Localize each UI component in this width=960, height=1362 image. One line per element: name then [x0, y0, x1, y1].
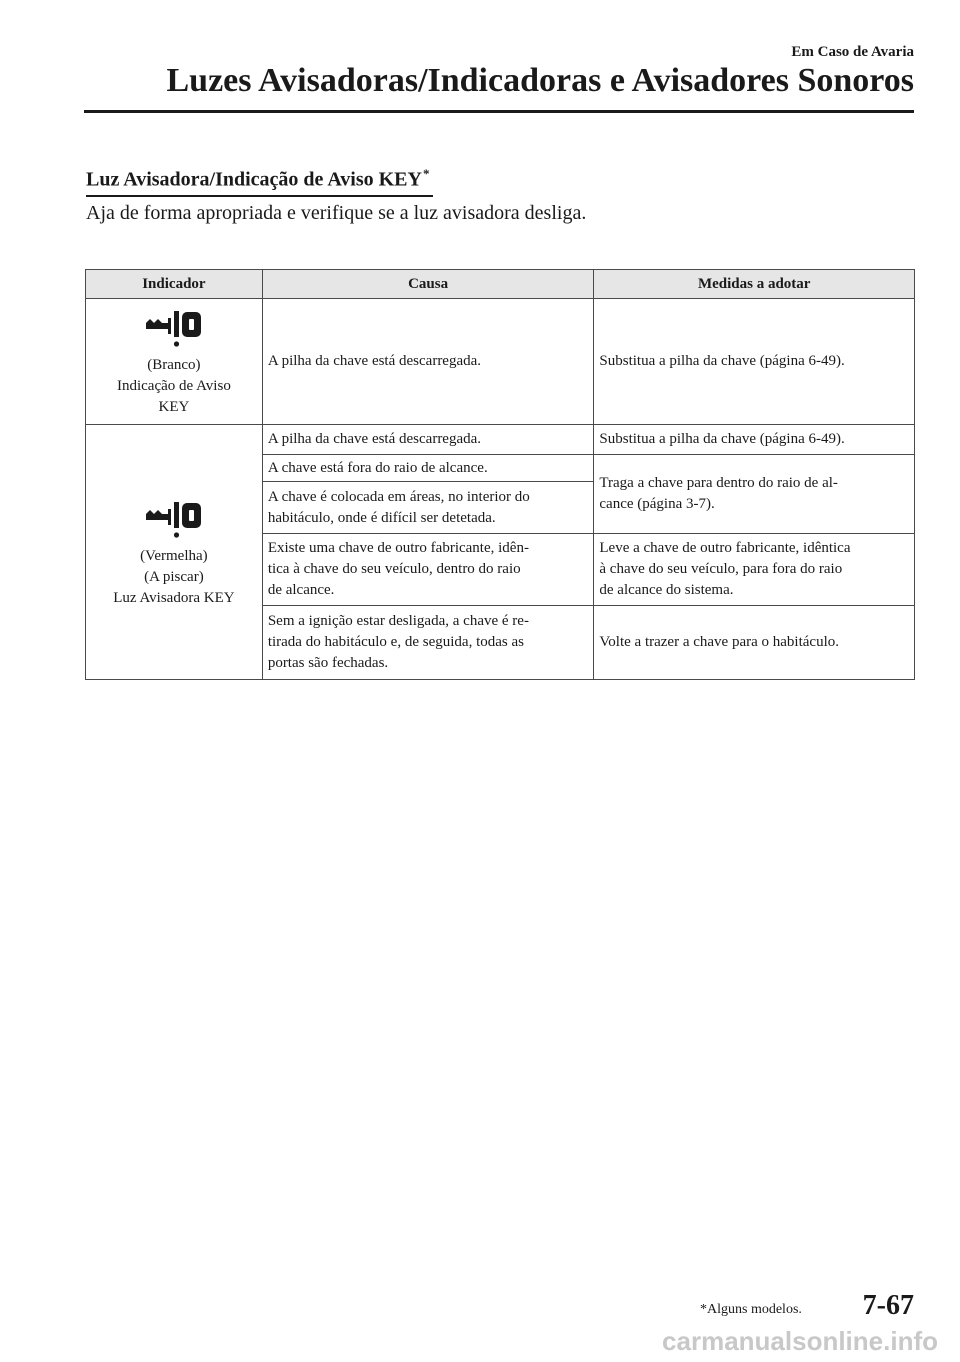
action-cell: Substitua a pilha da chave (página 6-49).	[594, 299, 915, 425]
table-header-row	[86, 270, 915, 299]
footnote-asterisk: *	[422, 166, 430, 181]
indicator-type: Luz Avisadora KEY	[113, 589, 235, 606]
cause-cell: A pilha da chave está descarregada.	[262, 299, 594, 425]
cause-cell: Existe uma chave de outro fabricante, idên- tica à chave do seu veículo, dentro do raio de alcance.	[262, 534, 594, 606]
intro-paragraph: Aja de forma apropriada e verifique se a luz avisadora desliga.	[86, 202, 587, 224]
cause-cell: A pilha da chave está descarregada.	[262, 425, 594, 455]
indicator-cell-white	[86, 299, 263, 425]
header-divider	[84, 110, 914, 113]
action-cell: Substitua a pilha da chave (página 6-49).	[594, 425, 915, 455]
indicator-key-label: KEY	[158, 399, 190, 415]
indicator-color: (Branco)	[147, 357, 201, 373]
subheading-text: Luz Avisadora/Indicação de Aviso KEY	[86, 168, 422, 191]
header-indicator: Indicador	[86, 270, 263, 299]
cause-cell: A chave é colocada em áreas, no interior do habitáculo, onde é difícil ser detetada.	[262, 482, 594, 534]
indicator-table	[85, 269, 915, 680]
cause-cell: Sem a ignição estar desligada, a chave é re- tirada do habitáculo e, de seguida, todas as portas são fechadas.	[262, 606, 594, 680]
watermark: carmanualsonline.info	[662, 1326, 938, 1356]
key-warning-icon	[144, 305, 204, 349]
action-cell: Volte a trazer a chave para o habitáculo.	[594, 606, 915, 680]
cause-cell: A chave está fora do raio de alcance.	[262, 455, 594, 482]
header-cause: Causa	[262, 270, 594, 299]
page-number: 7-67	[862, 1290, 914, 1321]
section-title: Luzes Avisadoras/Indicadoras e Avisadores Sonoros	[166, 62, 914, 99]
table-row	[86, 425, 915, 455]
indicator-type: Indicação de Aviso	[116, 378, 231, 394]
indicator-cell-red	[86, 425, 263, 680]
action-cell: Leve a chave de outro fabricante, idêntica à chave do seu veículo, para fora do raio de alcance do sistema.	[594, 534, 915, 606]
chapter-label: Em Caso de Avaria	[791, 44, 914, 60]
indicator-color: (Vermelha)	[140, 547, 208, 564]
subheading	[86, 166, 433, 197]
table-row	[86, 299, 915, 425]
header-action: Medidas a adotar	[594, 270, 915, 299]
footnote: *Alguns modelos.	[700, 1302, 802, 1317]
key-warning-icon	[144, 496, 204, 540]
action-cell: Traga a chave para dentro do raio de al- cance (página 3-7).	[594, 455, 915, 534]
indicator-state: (A piscar)	[144, 568, 204, 585]
